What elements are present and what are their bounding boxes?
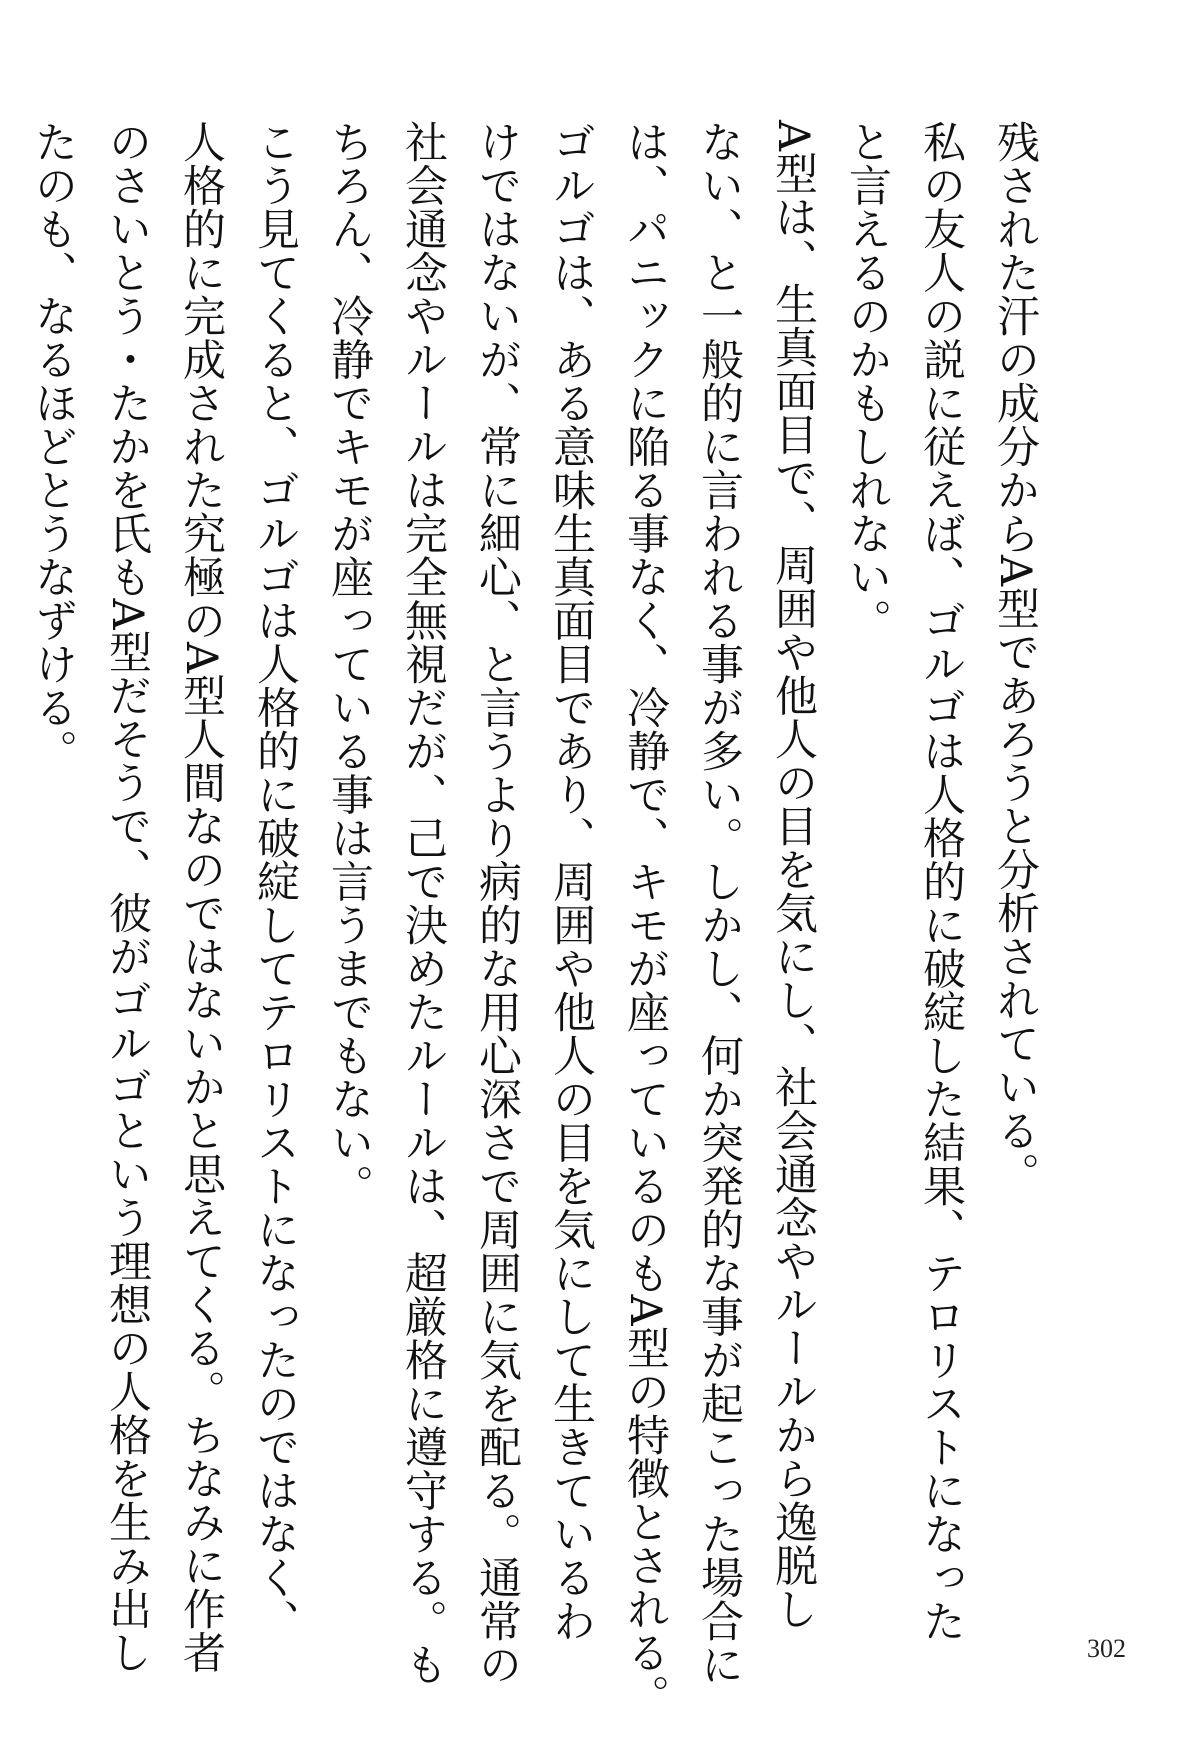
text-line: こう見てくると、ゴルゴは人格的に破綻してテロリストになったのではなく、 [250,120,300,1643]
text-line: ちろん、冷静でキモが座っている事は言うまでもない。 [324,120,374,1208]
text-line: A型は、生真面目で、周囲や他人の目を気にし、社会通念やルールから逸脱し [768,120,818,1631]
text-line: のさいとう・たかを氏もA型だそうで、彼がゴルゴという理想の人格を生み出し [102,120,152,1675]
text-line: 私の友人の説に従えば、ゴルゴは人格的に破綻した結果、テロリストになった [916,120,966,1643]
text-line: は、パニックに陥る事なく、冷静で、キモが座っているのもA型の特徴とされる。 [620,120,670,1718]
text-line: たのも、なるほどとうなずける。 [28,120,78,773]
text-line: ゴルゴは、ある意味生真面目であり、周囲や他人の目を気にして生きているわ [546,120,596,1643]
text-line: ない、と一般的に言われる事が多い。しかし、何か突発的な事が起こった場合に [694,120,744,1686]
text-line: 残された汗の成分からA型であろうと分析されている。 [990,120,1040,1196]
text-line: と言えるのかもしれない。 [842,120,892,642]
text-line: 人格的に完成された究極のA型人間なのではないかと思えてくる。ちなみに作者 [176,120,226,1675]
text-line: 社会通念やルールは完全無視だが、己で決めたルールは、超厳格に遵守する。も [398,120,448,1686]
text-line: けではないが、常に細心、と言うより病的な用心深さで周囲に気を配る。通常の [472,120,522,1686]
page-number: 302 [1087,1634,1126,1663]
body-text [16,120,1052,1718]
